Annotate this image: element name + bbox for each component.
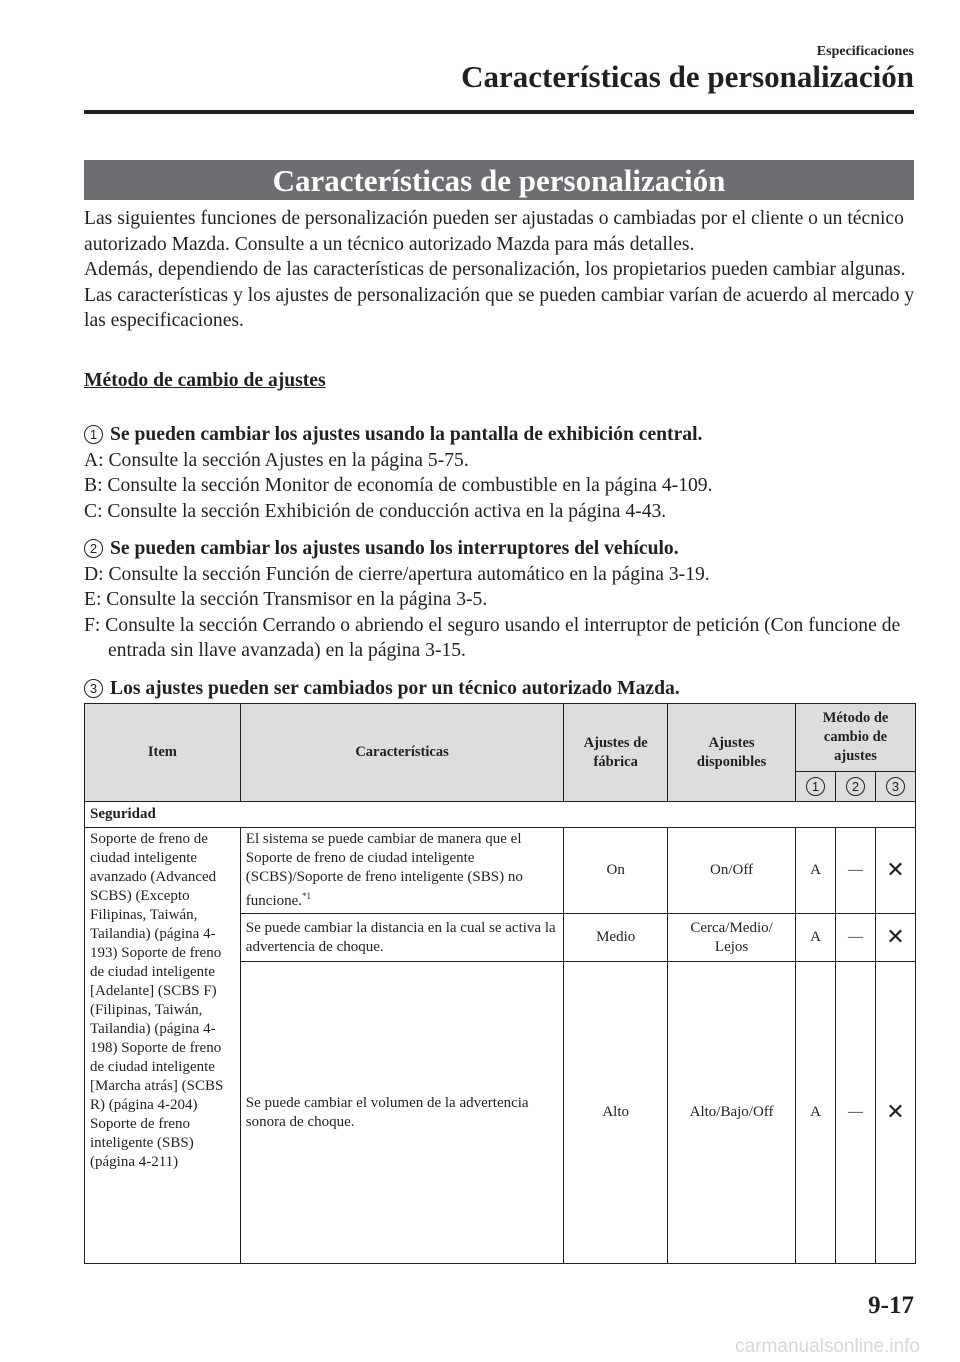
cross-icon: ✕	[875, 962, 915, 1264]
item-cell: Soporte de freno de ciudad inteligente avanzado (Advanced SCBS) (Excepto Filipinas, Taiwán, Tailandia) (página 4-193) Soporte de freno de ciudad inteligente [Adelante] (SCBS F) (Filipinas, Taiwán, Tailandia) (página 4-198) Soporte de freno de ciudad inteligente [Marcha atrás] (SCBS R) (página 4-204) Soporte de freno inteligente (SBS) (página 4-211)	[85, 828, 241, 1264]
header-factory: Ajustes de fábrica	[564, 704, 668, 802]
section-line: F: Consulte la sección Cerrando o abriendo el seguro usando el interruptor de petición (Con funcione de entrada sin llave avanzada) en la página 3-15.	[84, 614, 901, 661]
section-title: Se pueden cambiar los ajustes usando los interruptores del vehículo.	[110, 538, 679, 559]
section-heading	[84, 422, 924, 448]
method-section-1	[84, 422, 924, 524]
section-line: C: Consulte la sección Exhibición de conducción activa en la página 4-43.	[84, 500, 667, 522]
circled-number-2: 2	[846, 777, 865, 796]
header-method-col-3	[875, 772, 915, 802]
customization-table	[84, 703, 916, 1264]
feature-cell: Se puede cambiar el volumen de la advertencia sonora de choque.	[240, 962, 563, 1264]
page-number: 9-17	[868, 1292, 914, 1319]
chapter-banner: Características de personalización	[84, 160, 914, 200]
factory-cell: Medio	[564, 914, 668, 962]
method-2-cell: —	[836, 828, 876, 914]
intro-paragraph-3: Las características y los ajustes de personalización que se pueden cambiar varían de acuerdo al mercado y las especificaciones.	[84, 284, 915, 331]
intro-paragraph-2: Además, dependiendo de las características de personalización, los propietarios pueden cambiar algunas.	[84, 259, 906, 280]
header-rule	[84, 110, 914, 114]
method-section-3	[84, 676, 924, 702]
available-cell: Alto/Bajo/Off	[668, 962, 796, 1264]
factory-cell: Alto	[564, 962, 668, 1264]
header-method-col-1	[796, 772, 836, 802]
section-heading	[84, 676, 924, 702]
section-heading	[84, 536, 924, 562]
cross-icon: ✕	[875, 828, 915, 914]
method-2-cell: —	[836, 962, 876, 1264]
feature-cell: El sistema se puede cambiar de manera que el Soporte de freno de ciudad inteligente (SCBS)/Soporte de freno inteligente (SBS) no funcione.$^{*1}$	[240, 828, 563, 914]
watermark: carmanualsonline.info	[735, 1336, 920, 1357]
factory-cell: On	[564, 828, 668, 914]
method-1-cell: A	[796, 828, 836, 914]
intro-text	[84, 206, 924, 334]
section-line: B: Consulte la sección Monitor de economía de combustible en la página 4-109.	[84, 475, 713, 496]
available-cell: On/Off	[668, 828, 796, 914]
header-features: Características	[240, 704, 563, 802]
footnote-ref: *1	[302, 891, 312, 901]
page-header-title: Características de personalización	[461, 59, 914, 94]
method-1-cell: A	[796, 962, 836, 1264]
header-item: Item	[85, 704, 241, 802]
section-title: Los ajustes pueden ser cambiados por un técnico autorizado Mazda.	[110, 678, 680, 699]
method-2-cell: —	[836, 914, 876, 962]
section-title: Se pueden cambiar los ajustes usando la pantalla de exhibición central.	[110, 424, 703, 445]
section-line: D: Consulte la sección Función de cierre/apertura automático en la página 3-19.	[84, 563, 710, 585]
circled-number-3: 3	[84, 679, 103, 698]
feature-cell: Se puede cambiar la distancia en la cual se activa la advertencia de choque.	[240, 914, 563, 962]
intro-paragraph-1: Las siguientes funciones de personalización pueden ser ajustadas o cambiadas por el cliente o un técnico autorizado Mazda. Consulte a un técnico autorizado Mazda para más detalles.	[84, 208, 904, 255]
available-cell: Cerca/Medio/ Lejos	[668, 914, 796, 962]
circled-number-1: 1	[84, 425, 103, 444]
section-line: E: Consulte la sección Transmisor en la página 3-5.	[84, 589, 488, 610]
header-available: Ajustes disponibles	[668, 704, 796, 802]
table-row	[85, 828, 916, 914]
cross-icon: ✕	[875, 914, 915, 962]
circled-number-1: 1	[806, 777, 825, 796]
circled-number-2: 2	[84, 539, 103, 558]
group-row-safety: Seguridad	[85, 802, 916, 828]
circled-number-3: 3	[886, 777, 905, 796]
section-label: Especificaciones	[816, 44, 914, 59]
method-heading: Método de cambio de ajustes	[84, 370, 326, 391]
section-line: A: Consulte la sección Ajustes en la página 5-75.	[84, 449, 469, 471]
method-1-cell: A	[796, 914, 836, 962]
method-section-2	[84, 536, 924, 664]
header-method-col-2	[836, 772, 876, 802]
header-method: Método de cambio de ajustes	[796, 704, 916, 772]
